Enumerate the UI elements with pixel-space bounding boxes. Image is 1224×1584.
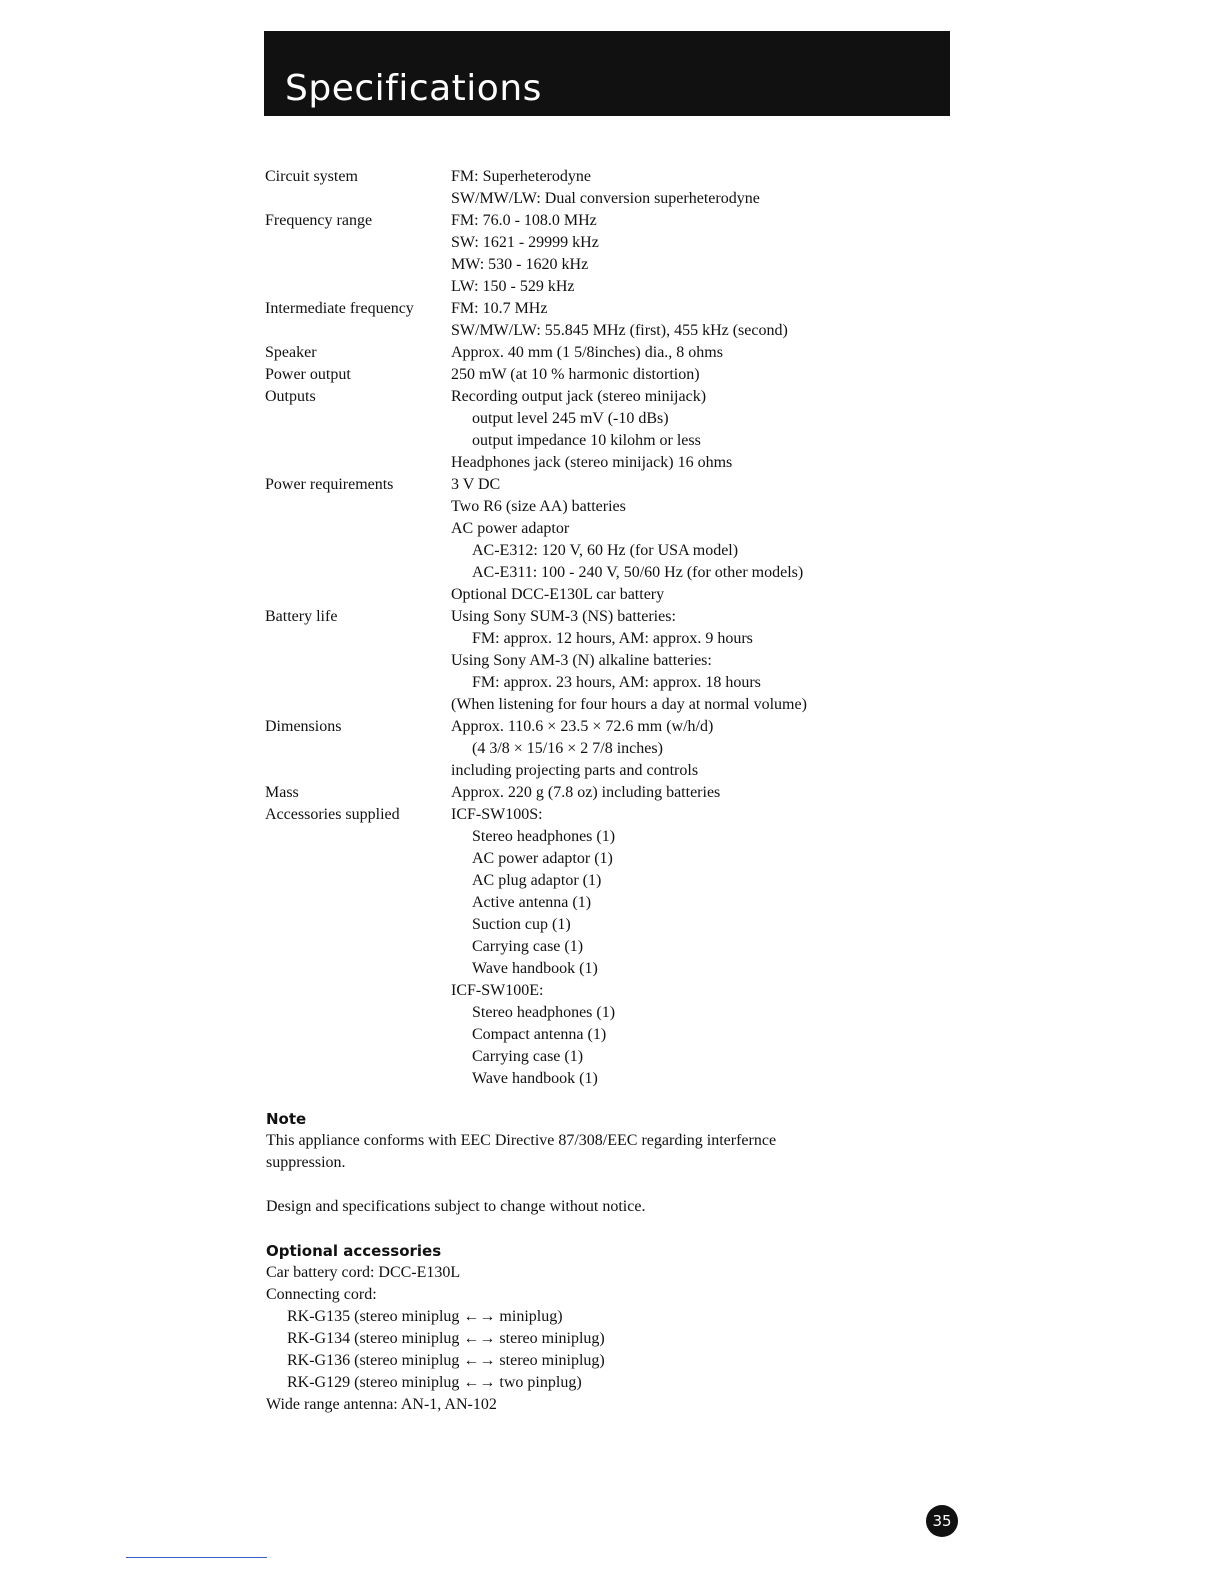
note-text-line-2: suppression. xyxy=(266,1154,346,1171)
spec-value: FM: approx. 12 hours, AM: approx. 9 hours xyxy=(472,630,753,647)
spec-value: Using Sony SUM-3 (NS) batteries: xyxy=(451,608,676,625)
spec-row xyxy=(265,474,905,606)
spec-values xyxy=(451,606,905,716)
accessory-line: RK-G129 (stereo miniplug ←→ two pinplug) xyxy=(287,1374,582,1391)
spec-value: AC power adaptor (1) xyxy=(472,850,613,867)
note-text-line-1: This appliance conforms with EEC Directive 87/308/EEC regarding interfernce xyxy=(266,1132,777,1149)
spec-value: 250 mW (at 10 % harmonic distortion) xyxy=(451,366,700,383)
spec-value: Recording output jack (stereo minijack) xyxy=(451,388,707,405)
spec-value: Active antenna (1) xyxy=(472,894,592,911)
spec-value: Wave handbook (1) xyxy=(472,960,598,977)
spec-value: Two R6 (size AA) batteries xyxy=(451,498,626,515)
spec-value: FM: Superheterodyne xyxy=(451,168,591,185)
disclaimer-text: Design and specifications subject to change without notice. xyxy=(266,1198,646,1215)
spec-value: Carrying case (1) xyxy=(472,938,584,955)
spec-row xyxy=(265,342,905,364)
accessory-line: RK-G135 (stereo miniplug ←→ miniplug) xyxy=(287,1308,563,1325)
spec-value: SW/MW/LW: Dual conversion superheterodyne xyxy=(451,190,760,207)
accessory-line: RK-G136 (stereo miniplug ←→ stereo miniplug) xyxy=(287,1352,605,1369)
spec-label: Circuit system xyxy=(265,168,358,185)
spec-row xyxy=(265,606,905,716)
spec-value: ICF-SW100E: xyxy=(451,982,544,999)
spec-value: ICF-SW100S: xyxy=(451,806,543,823)
page-number-badge: 35 xyxy=(926,1505,958,1537)
spec-value: SW: 1621 - 29999 kHz xyxy=(451,234,599,251)
spec-value: Approx. 40 mm (1 5/8inches) dia., 8 ohms xyxy=(451,344,723,361)
accessory-line: RK-G134 (stereo miniplug ←→ stereo miniplug) xyxy=(287,1330,605,1347)
spec-value: FM: 76.0 - 108.0 MHz xyxy=(451,212,597,229)
spec-value: Optional DCC-E130L car battery xyxy=(451,586,665,603)
accessory-line: Car battery cord: DCC-E130L xyxy=(266,1264,461,1281)
specifications-table xyxy=(265,166,905,1090)
spec-row xyxy=(265,166,905,210)
spec-value: 3 V DC xyxy=(451,476,501,493)
spec-row xyxy=(265,364,905,386)
spec-row xyxy=(265,298,905,342)
page-title: Specifications xyxy=(285,68,542,109)
spec-values xyxy=(451,210,905,298)
optional-accessories-section xyxy=(266,1240,906,1416)
spec-value: Wave handbook (1) xyxy=(472,1070,598,1087)
spec-row xyxy=(265,782,905,804)
spec-value: FM: approx. 23 hours, AM: approx. 18 hours xyxy=(472,674,761,691)
note-heading: Note xyxy=(266,1110,307,1128)
spec-row xyxy=(265,804,905,1090)
spec-label: Battery life xyxy=(265,608,338,625)
spec-value: output level 245 mV (-10 dBs) xyxy=(472,410,669,427)
spec-label: Power output xyxy=(265,366,351,383)
spec-value: Approx. 220 g (7.8 oz) including batteries xyxy=(451,784,721,801)
optional-accessories-heading: Optional accessories xyxy=(266,1242,442,1260)
spec-value: Using Sony AM-3 (N) alkaline batteries: xyxy=(451,652,712,669)
divider xyxy=(126,1557,267,1558)
spec-value: LW: 150 - 529 kHz xyxy=(451,278,575,295)
spec-label: Dimensions xyxy=(265,718,342,735)
spec-label: Accessories supplied xyxy=(265,806,400,823)
spec-values xyxy=(451,782,905,804)
spec-value: FM: 10.7 MHz xyxy=(451,300,548,317)
spec-value: including projecting parts and controls xyxy=(451,762,699,779)
spec-value: (When listening for four hours a day at normal volume) xyxy=(451,696,807,713)
spec-label: Frequency range xyxy=(265,212,373,229)
spec-value: Carrying case (1) xyxy=(472,1048,584,1065)
spec-values xyxy=(451,386,905,474)
spec-value: Suction cup (1) xyxy=(472,916,571,933)
spec-value: output impedance 10 kilohm or less xyxy=(472,432,701,449)
spec-values xyxy=(451,298,905,342)
spec-value: AC-E311: 100 - 240 V, 50/60 Hz (for other models) xyxy=(472,564,804,581)
spec-values xyxy=(451,364,905,386)
header-bar xyxy=(264,31,950,116)
spec-value: AC-E312: 120 V, 60 Hz (for USA model) xyxy=(472,542,739,559)
spec-value: SW/MW/LW: 55.845 MHz (first), 455 kHz (second) xyxy=(451,322,788,339)
accessory-line: Connecting cord: xyxy=(266,1286,377,1303)
spec-values xyxy=(451,804,905,1090)
spec-values xyxy=(451,474,905,606)
spec-values xyxy=(451,342,905,364)
accessory-line: Wide range antenna: AN-1, AN-102 xyxy=(266,1396,497,1413)
note-section xyxy=(266,1108,906,1218)
spec-values xyxy=(451,166,905,210)
spec-row xyxy=(265,716,905,782)
spec-value: AC plug adaptor (1) xyxy=(472,872,602,889)
spec-value: Stereo headphones (1) xyxy=(472,828,616,845)
spec-value: MW: 530 - 1620 kHz xyxy=(451,256,589,273)
spec-value: Stereo headphones (1) xyxy=(472,1004,616,1021)
spec-label: Intermediate frequency xyxy=(265,300,414,317)
spec-values xyxy=(451,716,905,782)
spec-row xyxy=(265,210,905,298)
spec-value: AC power adaptor xyxy=(451,520,570,537)
spec-label: Speaker xyxy=(265,344,317,361)
spec-value: Headphones jack (stereo minijack) 16 ohms xyxy=(451,454,733,471)
spec-row xyxy=(265,386,905,474)
spec-label: Mass xyxy=(265,784,299,801)
spec-value: Approx. 110.6 × 23.5 × 72.6 mm (w/h/d) xyxy=(451,718,714,735)
spec-label: Outputs xyxy=(265,388,316,405)
spec-value: Compact antenna (1) xyxy=(472,1026,607,1043)
spec-label: Power requirements xyxy=(265,476,394,493)
spec-value: (4 3/8 × 15/16 × 2 7/8 inches) xyxy=(472,740,663,757)
